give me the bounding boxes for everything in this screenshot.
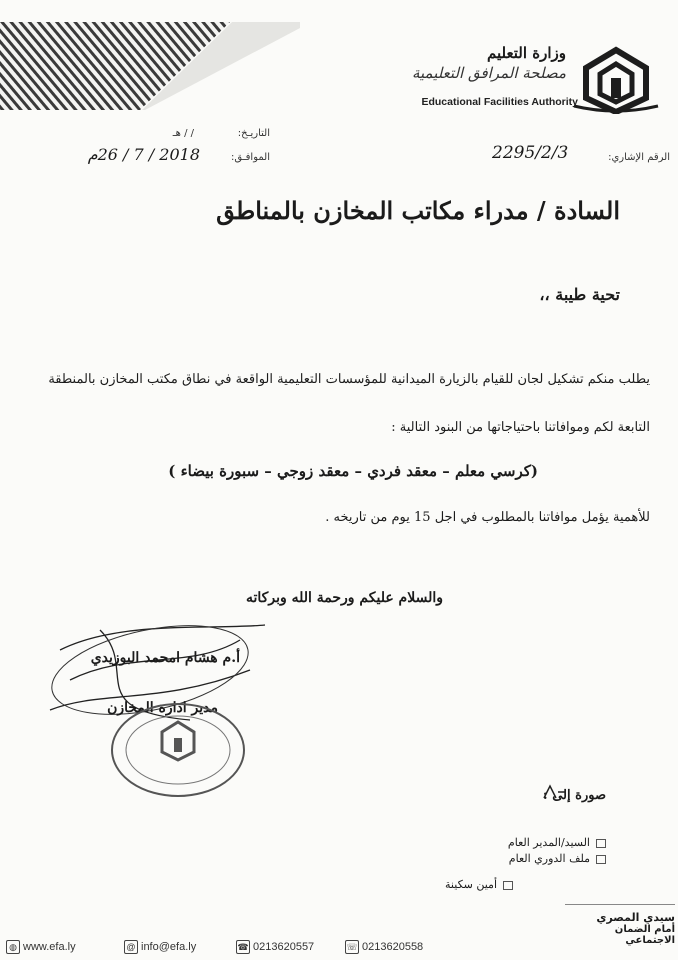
ministry-name: وزارة التعليم — [487, 44, 566, 62]
checkbox-icon — [503, 881, 513, 890]
footer-phone-1: ☎ 0213620557 — [237, 940, 315, 953]
official-stamp — [108, 700, 248, 800]
cc-item-file: ملف الدوري العام — [509, 852, 606, 865]
reference-label: الرقم الإشاري: — [608, 152, 670, 163]
authority-name-english: Educational Facilities Authority — [421, 96, 578, 108]
corresponding-label: الموافـق: — [231, 152, 270, 163]
closing-salutation: والسلام عليكم ورحمة الله وبركاته — [246, 590, 443, 606]
date-label: التاريـخ: — [237, 128, 270, 139]
items-list: (كرسي معلم – معقد فردي – معقد زوجي – سبورة بيضاء ) — [168, 462, 538, 480]
cc-item-secretary: أمين سكينة — [445, 878, 513, 891]
cc-item-director: السيد/المدير العام — [508, 836, 606, 849]
header-stripe-decoration — [0, 22, 300, 110]
authority-logo — [570, 44, 662, 114]
signatory-title: مدير ادارة المخازن — [107, 700, 218, 716]
email-icon: @ — [124, 940, 138, 954]
body-line-3: للأهمية يؤمل موافاتنا بالمطلوب في اجل 15 يوم من تاريخه . — [325, 510, 650, 525]
date-value: / / هـ — [172, 128, 194, 139]
corresponding-value: 2018 / 7 / 26م — [87, 145, 200, 164]
body-line-2: التابعة لكم وموافاتنا باحتياجاتها من البنود التالية : — [391, 420, 650, 435]
addressee-heading: السادة / مدراء مكاتب المخازن بالمناطق — [216, 196, 620, 225]
copy-to-label: صورة إلى : — [542, 788, 606, 803]
body-line-1: يطلب منكم تشكيل لجان للقيام بالزيارة الميدانية للمؤسسات التعليمية الواقعة في نطاق مكتب المخازن بالمنطقة — [48, 372, 650, 387]
fax-icon: ☏ — [346, 942, 358, 952]
checkbox-icon — [596, 839, 606, 848]
signatory-name: أ.م هشام امحمد البوزيدي — [90, 650, 240, 666]
address-line-2: أمام الضمان الاجتماعي — [614, 924, 675, 946]
footer-website: ◍ www.efa.ly — [6, 940, 76, 954]
address-line-1: سيدي المصري — [596, 911, 675, 924]
address-stamp — [565, 904, 675, 953]
reference-value: 2295/2/3 — [492, 143, 569, 163]
footer-phone-2: ☏ 0213620558 — [346, 940, 424, 953]
footer-email: @ info@efa.ly — [124, 940, 196, 954]
authority-name-arabic: مصلحة المرافق التعليمية — [411, 64, 566, 82]
globe-icon: ◍ — [6, 940, 20, 954]
checkbox-icon — [596, 855, 606, 864]
bracket-mark — [540, 782, 570, 802]
greeting: تحية طيبة ،، — [539, 285, 620, 304]
phone-icon: ☎ — [237, 942, 249, 952]
